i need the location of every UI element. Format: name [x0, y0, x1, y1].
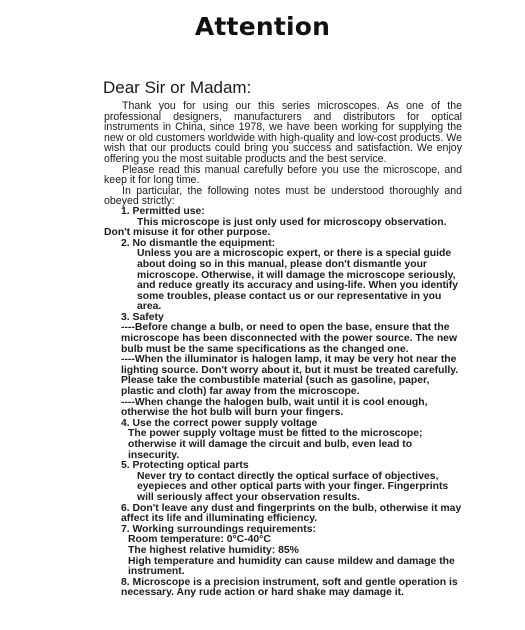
intro-paragraph: Thank you for using our this series microscopes. As one of the professional designers, manufacturers and distributors for optical instruments in China, since 1978, we have been working for supplying the new or old customers worldwide with high-quality and low-cost products. We wish that our products could bring you success and satisfaction. We enjoy offering you the most suitable products and the best service.	[104, 100, 462, 165]
salutation: Dear Sir or Madam:	[103, 78, 252, 97]
note-line: 3. Safety	[121, 311, 164, 323]
note-line: ----When the illuminator is halogen lamp, it may be very hot near the lighting source. Don't worry about it, but it must be treated carefully. Please take the combustible material (such as gasoline, paper, plastic and cloth) far away from the microscope.	[121, 354, 459, 398]
note-line: 1. Permitted use:	[121, 205, 205, 217]
intro-paragraph: In particular, the following notes must be understood thoroughly and obeyed strictly:	[104, 184, 462, 208]
page-title: Attention	[194, 12, 331, 41]
note-line: 5. Protecting optical parts	[121, 460, 249, 472]
note-line: 8. Microscope is a precision instrument, soft and gentle operation is necessary. Any rude action or hard shake may damage it.	[121, 576, 458, 599]
note-line: High temperature and humidity can cause mildew and damage the instrument.	[128, 555, 455, 578]
note-line: This microscope is just only used for microscopy observation.	[137, 216, 447, 228]
note-line: ----When change the halogen bulb, wait until it is cool enough, otherwise the hot bulb will burn your fingers.	[121, 396, 428, 419]
letter-body	[104, 101, 462, 599]
note-line: 2. No dismantle the equipment:	[121, 237, 276, 249]
note-line: Room temperature: 0°C-40°C	[128, 534, 271, 546]
intro-paragraph: Please read this manual carefully before you use the microscope, and keep it for long time.	[104, 163, 462, 187]
note-line: Don't misuse it for other purpose.	[104, 227, 271, 239]
note-line: 7. Working surroundings requirements:	[121, 523, 316, 535]
note-line: ----Before change a bulb, or need to open the base, ensure that the microscope has been disconnected with the power source. The new bulb must be the same specifications as the changed one.	[121, 322, 458, 355]
note-line: 4. Use the correct power supply voltage	[121, 417, 318, 429]
note-line: Unless you are a microscopic expert, or there is a special guide about doing so in this manual, please don't dismantle your microscope. Otherwise, it will damage the microscope seriously, and reduce greatly its accuracy and using-life. When you identify some troubles, please contact us or our representative in you area.	[137, 248, 459, 313]
attention-notes-list	[104, 207, 462, 599]
note-line: Never try to contact directly the optical surface of objectives, eyepieces and other optical parts with your finger. Fingerprints will seriously affect your observation results.	[137, 470, 449, 503]
note-line: The power supply voltage must be fitted to the microscope; otherwise it will damage the circuit and bulb, even lead to insecurity.	[128, 428, 423, 461]
note-line: 6. Don't leave any dust and fingerprints on the bulb, otherwise it may affect its life and illuminating efficiency.	[121, 502, 462, 525]
note-line: The highest relative humidity: 85%	[128, 544, 299, 556]
